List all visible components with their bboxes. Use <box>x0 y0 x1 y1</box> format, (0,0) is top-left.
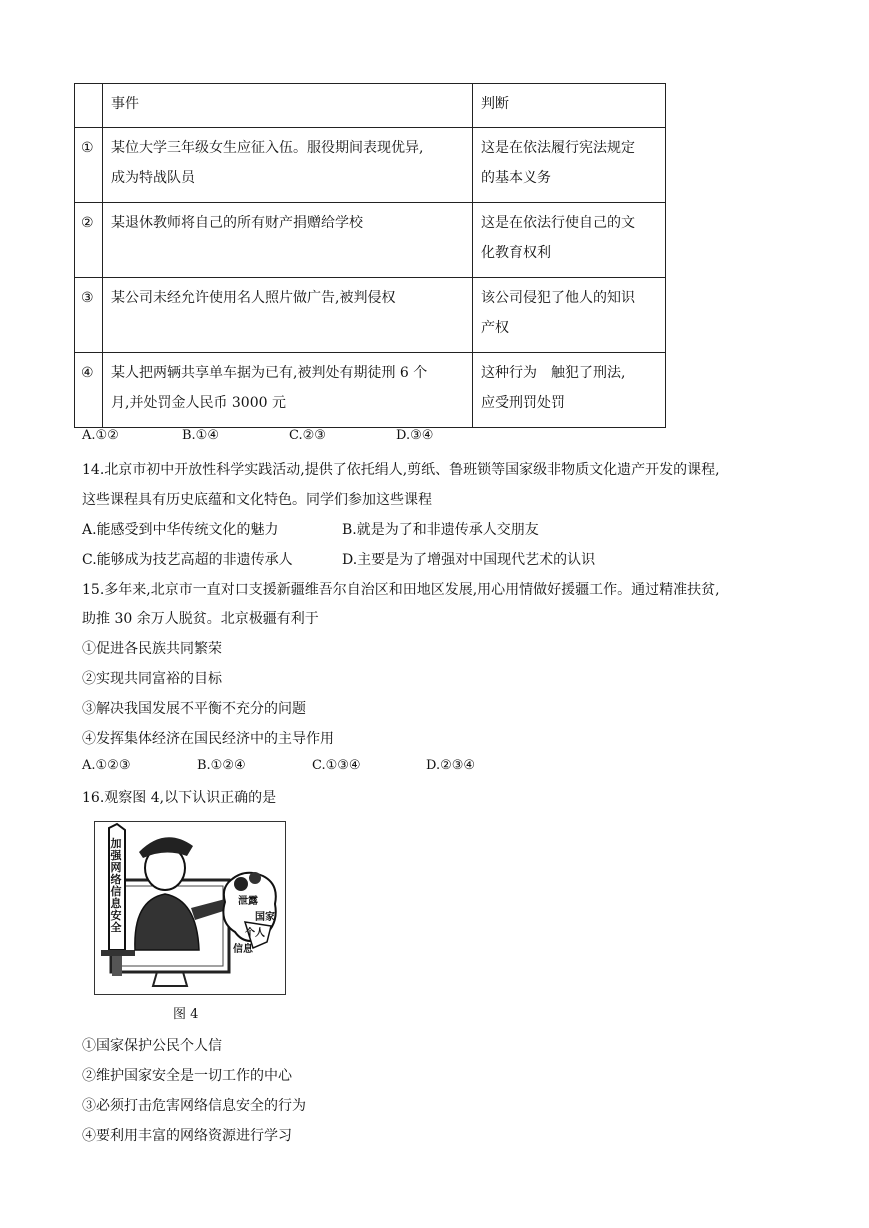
q13-options <box>82 428 433 443</box>
event-line: 某退休教师将自己的所有财产捐赠给学校 <box>111 215 363 231</box>
cartoon-label: 信息 <box>233 944 253 955</box>
question-13-table <box>74 83 666 428</box>
cartoon-label: 国家 <box>255 912 275 923</box>
header-judgment-cell: 判断 <box>473 84 666 128</box>
q15-item-2: ②实现共同富裕的目标 <box>82 671 222 687</box>
judgment-line: 这是在依法履行宪法规定 <box>481 140 635 156</box>
option-c: C.①③④ <box>312 758 361 773</box>
cartoon-label: 个人 <box>245 928 265 939</box>
hacker-head <box>249 872 261 884</box>
row-num: ④ <box>75 353 103 428</box>
row-num: ③ <box>75 278 103 353</box>
q16-item-3: ③必须打击危害网络信息安全的行为 <box>82 1098 306 1114</box>
judgment-line: 这是在依法行使自己的文 <box>481 215 635 231</box>
row-num: ② <box>75 203 103 278</box>
judgment-line: 这种行为 触犯了刑法, <box>481 365 626 381</box>
option-c: C.②③ <box>289 428 326 443</box>
event-line: 某公司未经允许使用名人照片做广告,被判侵权 <box>111 290 396 306</box>
q16-stem: 16.观察图 4,以下认识正确的是 <box>82 790 277 806</box>
q14-options-row-1 <box>82 519 539 539</box>
q16-item-2: ②维护国家安全是一切工作的中心 <box>82 1068 292 1084</box>
option-b: B.就是为了和非遗传承人交朋友 <box>342 522 539 538</box>
judgment-cell <box>473 203 666 278</box>
hacker-head <box>234 877 248 891</box>
sword-text: 加强网络信息安全 <box>110 837 122 934</box>
q14-stem-line-1: 14.北京市初中开放性科学实践活动,提供了依托绢人,剪纸、鲁班锁等国家级非物质文化遗产开发的课程, <box>82 462 720 478</box>
option-b: B.①②④ <box>197 758 246 773</box>
monitor-stand <box>153 972 187 986</box>
event-cell <box>103 278 473 353</box>
judgment-line: 产权 <box>481 320 509 336</box>
q15-item-3: ③解决我国发展不平衡不充分的问题 <box>82 701 306 717</box>
judgment-line: 该公司侵犯了他人的知识 <box>481 290 635 306</box>
option-a: A.①② <box>82 428 119 443</box>
event-cell <box>103 128 473 203</box>
row-num: ① <box>75 128 103 203</box>
option-a: A.能感受到中华传统文化的魅力 <box>82 522 279 538</box>
event-line: 月,并处罚金人民币 3000 元 <box>111 395 286 411</box>
q14-stem-line-2: 这些课程具有历史底蕴和文化特色。同学们参加这些课程 <box>82 492 432 508</box>
q15-stem-line-2: 助推 30 余万人脱贫。北京极疆有利于 <box>82 611 319 627</box>
officer-body <box>135 894 199 950</box>
option-a: A.①②③ <box>82 758 131 773</box>
judgment-line: 化教育权利 <box>481 245 551 261</box>
option-d: D.②③④ <box>426 758 476 773</box>
table-header-row <box>75 84 666 128</box>
event-cell <box>103 353 473 428</box>
table-row <box>75 203 666 278</box>
header-num-cell <box>75 84 103 128</box>
event-cell <box>103 203 473 278</box>
q14-options-row-2 <box>82 549 595 569</box>
option-d: D.主要是为了增强对中国现代艺术的认识 <box>342 552 596 568</box>
sword-guard <box>101 950 135 956</box>
table-row <box>75 128 666 203</box>
q16-item-1: ①国家保护公民个人信 <box>82 1038 222 1054</box>
header-event-cell: 事件 <box>103 84 473 128</box>
judgment-cell <box>473 278 666 353</box>
sword-handle <box>112 956 122 976</box>
table-row <box>75 278 666 353</box>
judgment-cell <box>473 353 666 428</box>
figure-caption: 图 4 <box>173 1007 199 1022</box>
option-b: B.①④ <box>182 428 219 443</box>
judgment-cell <box>473 128 666 203</box>
figure-4-cartoon <box>94 821 286 995</box>
q15-item-1: ①促进各民族共同繁荣 <box>82 641 222 657</box>
judgment-line: 的基本义务 <box>481 170 551 186</box>
table-row <box>75 353 666 428</box>
q15-item-4: ④发挥集体经济在国民经济中的主导作用 <box>82 731 334 747</box>
event-line: 某人把两辆共享单车据为已有,被判处有期徒刑 6 个 <box>111 365 428 381</box>
q16-item-4: ④要利用丰富的网络资源进行学习 <box>82 1128 292 1144</box>
option-d: D.③④ <box>396 428 434 443</box>
cartoon-label: 泄露 <box>238 896 258 907</box>
event-line: 某位大学三年级女生应征入伍。服役期间表现优异, <box>111 140 424 156</box>
judgment-line: 应受刑罚处罚 <box>481 395 565 411</box>
event-line: 成为特战队员 <box>111 170 195 186</box>
q15-options <box>82 758 475 773</box>
q15-stem-line-1: 15.多年来,北京市一直对口支援新疆维吾尔自治区和田地区发展,用心用情做好援疆工作。通过精准扶贫, <box>82 582 720 598</box>
option-c: C.能够成为技艺高超的非遗传承人 <box>82 552 293 568</box>
